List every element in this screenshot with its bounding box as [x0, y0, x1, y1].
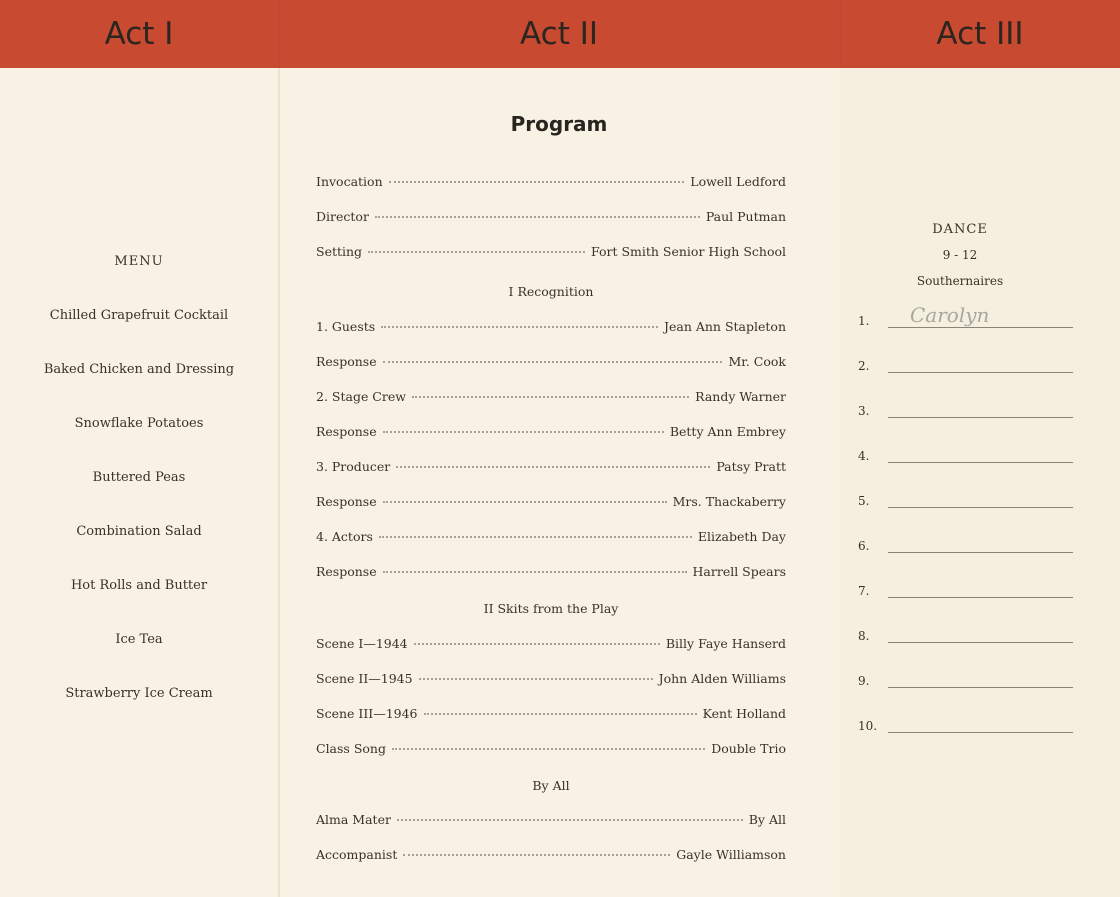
- program-row: [316, 319, 786, 337]
- program-row: [316, 389, 786, 407]
- section-heading: By All: [532, 778, 570, 793]
- leader-dots: [403, 854, 670, 856]
- leader-dots: [397, 819, 743, 821]
- menu-item: Combination Salad: [76, 524, 202, 539]
- dance-panel: [840, 68, 1120, 897]
- leader-dots: [412, 396, 689, 398]
- row-label: Scene II—1945: [316, 671, 413, 686]
- leader-dots: [383, 431, 664, 433]
- leader-dots: [368, 251, 585, 253]
- program-row: [316, 459, 786, 477]
- dance-time: 9 - 12: [942, 248, 978, 262]
- row-value: Billy Faye Hanserd: [665, 636, 786, 651]
- dance-line-number: 9.: [858, 674, 870, 688]
- program-row: [316, 529, 786, 547]
- row-value: Gayle Williamson: [676, 847, 786, 862]
- row-value: Jean Ann Stapleton: [663, 319, 786, 334]
- dance-line-blank[interactable]: [888, 718, 1073, 733]
- menu-item: Baked Chicken and Dressing: [43, 362, 235, 377]
- row-label: Accompanist: [316, 847, 398, 862]
- leader-dots: [396, 466, 710, 468]
- row-value: Harrell Spears: [692, 564, 786, 579]
- dance-line-number: 1.: [858, 314, 870, 328]
- dance-line-number: 10.: [858, 719, 878, 733]
- row-value: Lowell Ledford: [690, 174, 786, 189]
- leader-dots: [383, 571, 687, 573]
- leader-dots: [414, 643, 660, 645]
- row-value: Betty Ann Embrey: [669, 424, 786, 439]
- dance-line: [858, 355, 1073, 373]
- dance-title: DANCE: [932, 222, 988, 237]
- row-label: 4. Actors: [316, 529, 373, 544]
- menu-item: Ice Tea: [115, 632, 163, 647]
- dance-line-number: 3.: [858, 404, 870, 418]
- row-label: Response: [316, 354, 377, 369]
- row-value: By All: [748, 812, 786, 827]
- row-label: 2. Stage Crew: [316, 389, 406, 404]
- row-value: Randy Warner: [695, 389, 786, 404]
- dance-line: [858, 625, 1073, 643]
- dance-line: [858, 400, 1073, 418]
- act-1-heading: Act I: [104, 16, 174, 52]
- row-label: Scene III—1946: [316, 706, 418, 721]
- dance-line: [858, 445, 1073, 463]
- dance-line-number: 6.: [858, 539, 870, 553]
- row-value: Double Trio: [711, 741, 786, 756]
- row-label: Scene I—1944: [316, 636, 408, 651]
- row-value: Fort Smith Senior High School: [590, 244, 786, 259]
- menu-item: Snowflake Potatoes: [74, 416, 204, 431]
- row-label: Response: [316, 564, 377, 579]
- program-row: [316, 424, 786, 442]
- row-value: Elizabeth Day: [697, 529, 786, 544]
- program-row: [316, 741, 786, 759]
- row-label: Setting: [316, 244, 363, 259]
- program-row: [316, 706, 786, 724]
- dance-line-blank[interactable]: [888, 358, 1073, 373]
- program-row: [316, 812, 786, 830]
- leader-dots: [392, 748, 705, 750]
- menu-title: MENU: [114, 254, 164, 269]
- leader-dots: [381, 326, 658, 328]
- dance-line: [858, 715, 1073, 733]
- leader-dots: [375, 216, 700, 218]
- dance-line-blank[interactable]: [888, 303, 1073, 328]
- row-label: 1. Guests: [316, 319, 376, 334]
- dance-line-number: 4.: [858, 449, 870, 463]
- dance-line-number: 2.: [858, 359, 870, 373]
- row-label: Response: [316, 494, 377, 509]
- program-row: [316, 636, 786, 654]
- dance-line-blank[interactable]: [888, 538, 1073, 553]
- leader-dots: [424, 713, 697, 715]
- dance-line-blank[interactable]: [888, 403, 1073, 418]
- row-label: Director: [316, 209, 369, 224]
- row-label: 3. Producer: [316, 459, 391, 474]
- dance-line-number: 7.: [858, 584, 870, 598]
- row-value: John Alden Williams: [658, 671, 786, 686]
- row-value: Patsy Pratt: [716, 459, 786, 474]
- act-3-heading: Act III: [936, 16, 1024, 52]
- dance-line-number: 8.: [858, 629, 870, 643]
- menu-item: Buttered Peas: [92, 470, 186, 485]
- dance-line-blank[interactable]: [888, 493, 1073, 508]
- leader-dots: [383, 361, 723, 363]
- program-row: [316, 354, 786, 372]
- dance-line-number: 5.: [858, 494, 870, 508]
- leader-dots: [389, 181, 685, 183]
- program-title: Program: [510, 112, 608, 136]
- row-value: Paul Putman: [705, 209, 786, 224]
- program-row: [316, 847, 786, 865]
- row-label: Alma Mater: [316, 812, 391, 827]
- dance-line-blank[interactable]: [888, 448, 1073, 463]
- program-row: [316, 244, 786, 262]
- dance-line: [858, 303, 1073, 328]
- program-row: [316, 174, 786, 192]
- program-row: [316, 564, 786, 582]
- dance-line-blank[interactable]: [888, 628, 1073, 643]
- menu-item: Strawberry Ice Cream: [65, 686, 213, 701]
- program-row: [316, 209, 786, 227]
- program-row: [316, 671, 786, 689]
- menu-panel: [0, 68, 278, 897]
- dance-line: [858, 580, 1073, 598]
- header-band: [0, 0, 1120, 68]
- row-value: Mr. Cook: [728, 354, 786, 369]
- section-heading: II Skits from the Play: [483, 601, 619, 616]
- act-2-heading: Act II: [520, 16, 598, 52]
- row-value: Mrs. Thackaberry: [672, 494, 786, 509]
- menu-item: Hot Rolls and Butter: [70, 578, 208, 593]
- dance-line-blank[interactable]: [888, 583, 1073, 598]
- row-label: Class Song: [316, 741, 386, 756]
- program-panel: [278, 68, 840, 897]
- dance-line: [858, 535, 1073, 553]
- row-label: Response: [316, 424, 377, 439]
- dance-band: Southernaires: [916, 274, 1004, 288]
- row-value: Kent Holland: [702, 706, 786, 721]
- section-heading: I Recognition: [508, 284, 594, 299]
- menu-item: Chilled Grapefruit Cocktail: [49, 308, 229, 323]
- handwritten-entry: Carolyn: [910, 303, 990, 327]
- leader-dots: [383, 501, 667, 503]
- program-row: [316, 494, 786, 512]
- row-label: Invocation: [316, 174, 383, 189]
- leader-dots: [379, 536, 692, 538]
- dance-line: [858, 490, 1073, 508]
- dance-line-blank[interactable]: [888, 673, 1073, 688]
- leader-dots: [419, 678, 653, 680]
- dance-line: [858, 670, 1073, 688]
